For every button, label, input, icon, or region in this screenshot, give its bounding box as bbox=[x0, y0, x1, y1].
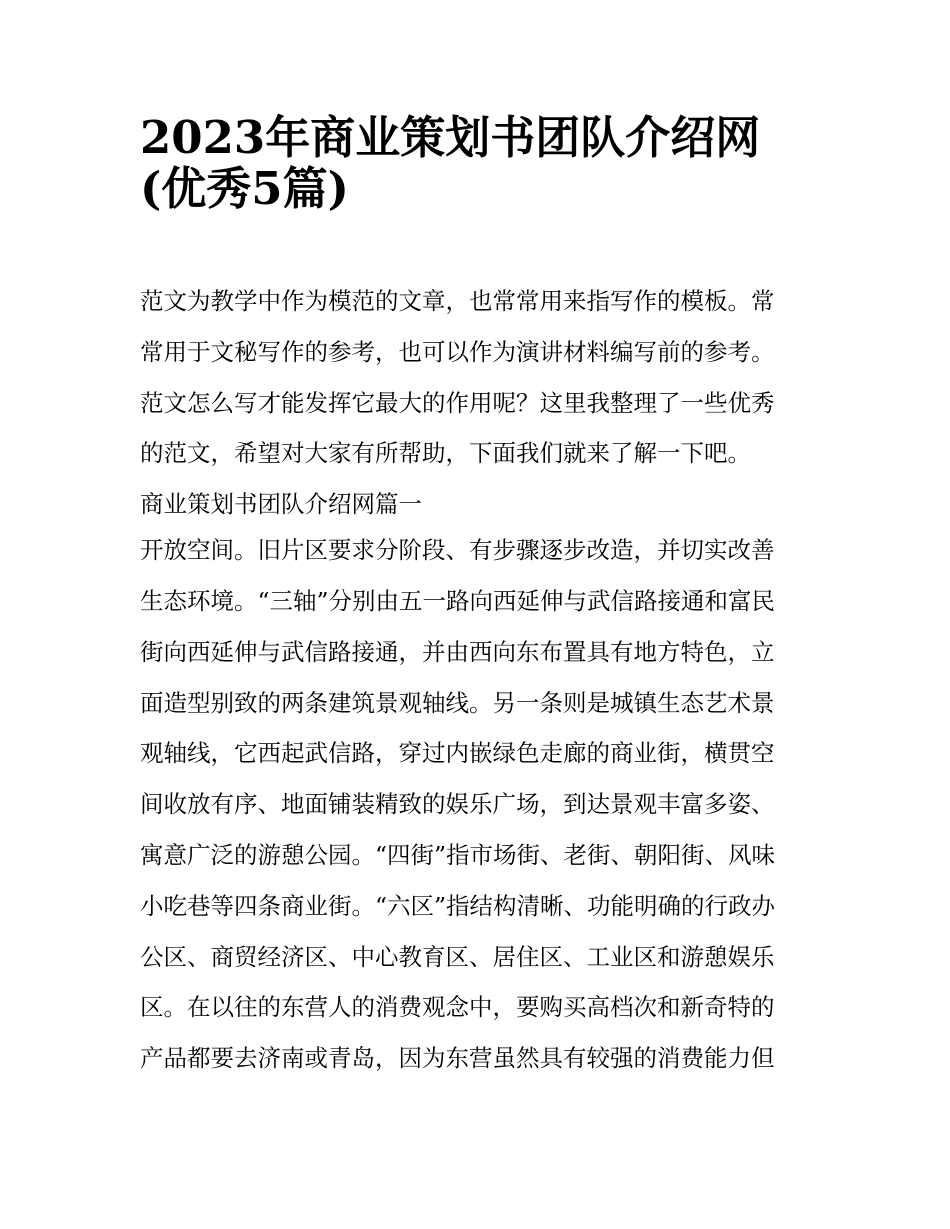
body-line: 间收放有序、地面铺装精致的娱乐广场，到达景观丰富多姿、 bbox=[140, 790, 775, 819]
body-line: 街向西延伸与武信路接通，并由西向东布置具有地方特色，立 bbox=[140, 637, 775, 666]
body-line: 开放空间。旧片区要求分阶段、有步骤逐步改造，并切实改善 bbox=[140, 536, 775, 565]
body-line: 面造型别致的两条建筑景观轴线。另一条则是城镇生态艺术景 bbox=[140, 688, 775, 717]
intro-line: 范文为教学中作为模范的文章，也常常用来指写作的模板。常 bbox=[140, 287, 775, 315]
body-line: 产品都要去济南或青岛，因为东营虽然具有较强的消费能力但 bbox=[140, 1044, 775, 1073]
intro-line: 常用于文秘写作的参考，也可以作为演讲材料编写前的参考。 bbox=[140, 337, 775, 366]
title-line: (优秀5篇) bbox=[140, 161, 349, 215]
body-line: 区。在以往的东营人的消费观念中，要购买高档次和新奇特的 bbox=[140, 993, 775, 1022]
section-heading: 商业策划书团队介绍网篇一 bbox=[140, 490, 422, 519]
intro-line: 范文怎么写才能发挥它最大的作用呢？这里我整理了一些优秀 bbox=[140, 388, 775, 417]
body-line: 生态环境。“三轴”分别由五一路向西延伸与武信路接通和富民 bbox=[140, 586, 776, 615]
document-title bbox=[140, 111, 830, 220]
body-line: 观轴线，它西起武信路，穿过内嵌绿色走廊的商业街，横贯空 bbox=[140, 739, 775, 768]
intro-line: 的范文，希望对大家有所帮助，下面我们就来了解一下吧。 bbox=[140, 439, 751, 468]
body-line: 寓意广泛的游憩公园。“四街”指市场街、老街、朝阳街、风味 bbox=[140, 840, 776, 869]
title-line: 2023年商业策划书团队介绍网 bbox=[140, 111, 761, 164]
body-line: 小吃巷等四条商业街。“六区”指结构清晰、功能明确的行政办 bbox=[140, 891, 776, 920]
body-line: 公区、商贸经济区、中心教育区、居住区、工业区和游憩娱乐 bbox=[140, 942, 775, 971]
document-body bbox=[140, 281, 830, 1089]
